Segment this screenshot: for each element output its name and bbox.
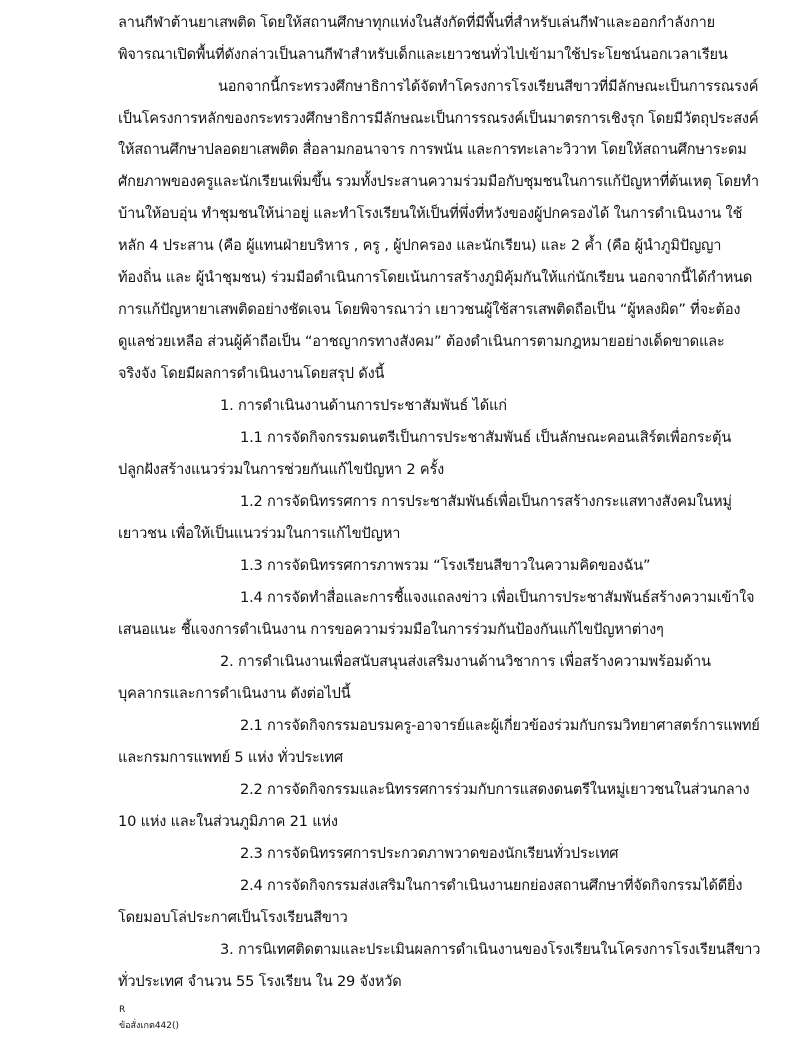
text-line: จริงจัง โดยมีผลการดำเนินงานโดยสรุป ดังนี้ [118,365,385,382]
text-line: ลานกีฬาต้านยาเสพติด โดยให้สถานศึกษาทุกแห่งในสังกัดที่มีพื้นที่สำหรับเล่นกีฬาและออกกำลังกาย [118,14,715,31]
list-item: 2.1 การจัดกิจกรรมอบรมครู-อาจารย์และผู้เกี่ยวข้องร่วมกับกรมวิทยาศาสตร์การแพทย์ [240,717,760,734]
section-heading-1: 1. การดำเนินงานด้านการประชาสัมพันธ์ ได้แก่ [220,397,507,414]
text-line: หลัก 4 ประสาน (คือ ผู้แทนฝ่ายบริหาร , ครู , ผู้ปกครอง และนักเรียน) และ 2 ค้ำ (คือ ผู้นำภูมิปัญญา [118,237,722,254]
section-heading-3: 3. การนิเทศติดตามและประเมินผลการดำเนินงานของโรงเรียนในโครงการโรงเรียนสีขาว [220,941,761,958]
text-line: ดูแลช่วยเหลือ ส่วนผู้ค้าถือเป็น “อาชญากรทางสังคม” ต้องดำเนินการตามกฎหมายอย่างเด็ดขาดและ [118,333,725,350]
list-item: 1.2 การจัดนิทรรศการ การประชาสัมพันธ์เพื่อเป็นการสร้างกระแสทางสังคมในหมู่ [240,493,732,510]
text-line: ทั่วประเทศ จำนวน 55 โรงเรียน ใน 29 จังหวัด [118,973,402,990]
text-line: เสนอแนะ ชี้แจงการดำเนินงาน การขอความร่วมมือในการร่วมกันป้องกันแก้ไขปัญหาต่างๆ [118,621,664,638]
text-line: ปลูกฝังสร้างแนวร่วมในการช่วยกันแก้ไขปัญหา 2 ครั้ง [118,461,445,478]
text-line: 10 แห่ง และในส่วนภูมิภาค 21 แห่ง [118,813,338,830]
footer-mark: R [119,1005,126,1015]
footer-file-ref: ข้อสั่งเกต442() [119,1021,180,1031]
text-line: ศักยภาพของครูและนักเรียนเพิ่มขึ้น รวมทั้งประสานความร่วมมือกับชุมชนในการแก้ปัญหาที่ต้นเหตุ โดยทำ [118,173,759,190]
list-item: 2.4 การจัดกิจกรรมส่งเสริมในการดำเนินงานยกย่องสถานศึกษาที่จัดกิจกรรมได้ดียิ่ง [240,877,743,894]
section-heading-2: 2. การดำเนินงานเพื่อสนับสนุนส่งเสริมงานด้านวิชาการ เพื่อสร้างความพร้อมด้าน [220,653,711,670]
text-line: เยาวชน เพื่อให้เป็นแนวร่วมในการแก้ไขปัญหา [118,525,401,542]
list-item: 1.3 การจัดนิทรรศการภาพรวม “โรงเรียนสีขาวในความคิดของฉัน” [240,557,651,574]
text-line: ท้องถิ่น และ ผู้นำชุมชน) ร่วมมือดำเนินการโดยเน้นการสร้างภูมิคุ้มกันให้แก่นักเรียน นอกจากนี้ได้กำหนด [118,269,753,286]
list-item: 1.1 การจัดกิจกรรมดนตรีเป็นการประชาสัมพันธ์ เป็นลักษณะคอนเสิร์ตเพื่อกระตุ้น [240,429,732,446]
text-line: นอกจากนี้กระทรวงศึกษาธิการได้จัดทำโครงการโรงเรียนสีขาวที่มีลักษณะเป็นการรณรงค์ [218,78,759,95]
list-item: 2.3 การจัดนิทรรศการประกวดภาพวาดของนักเรียนทั่วประเทศ [240,845,619,862]
text-line: บุคลากรและการดำเนินงาน ดังต่อไปนี้ [118,685,351,702]
list-item: 2.2 การจัดกิจกรรมและนิทรรศการร่วมกับการแสดงดนตรีในหมู่เยาวชนในส่วนกลาง [240,781,750,798]
text-line: พิจารณาเปิดพื้นที่ดังกล่าวเป็นลานกีฬาสำหรับเด็กและเยาวชนทั่วไปเข้ามาใช้ประโยชน์นอกเวลาเรียน [118,46,728,63]
text-line: โดยมอบโล่ประกาศเป็นโรงเรียนสีขาว [118,909,348,926]
list-item: 1.4 การจัดทำสื่อและการชี้แจงแถลงข่าว เพื่อเป็นการประชาสัมพันธ์สร้างความเข้าใจ [240,589,755,606]
text-line: เป็นโครงการหลักของกระทรวงศึกษาธิการมีลักษณะเป็นการรณรงค์เป็นมาตรการเชิงรุก โดยมีวัตถุประสงค์ [118,110,759,127]
text-line: บ้านให้อบอุ่น ทำชุมชนให้น่าอยู่ และทำโรงเรียนให้เป็นที่พึ่งที่หวังของผู้ปกครองได้ ในการดำเนินงาน ใช้ [118,205,743,222]
text-line: และกรมการแพทย์ 5 แห่ง ทั่วประเทศ [118,749,343,766]
text-line: ให้สถานศึกษาปลอดยาเสพติด สื่อลามกอนาจาร การพนัน และการทะเลาะวิวาท โดยให้สถานศึกษาระดม [118,141,747,158]
text-line: การแก้ปัญหายาเสพติดอย่างชัดเจน โดยพิจารณาว่า เยาวชนผู้ใช้สารเสพติดถือเป็น “ผู้หลงผิด” ที่จะต้อง [118,301,741,318]
